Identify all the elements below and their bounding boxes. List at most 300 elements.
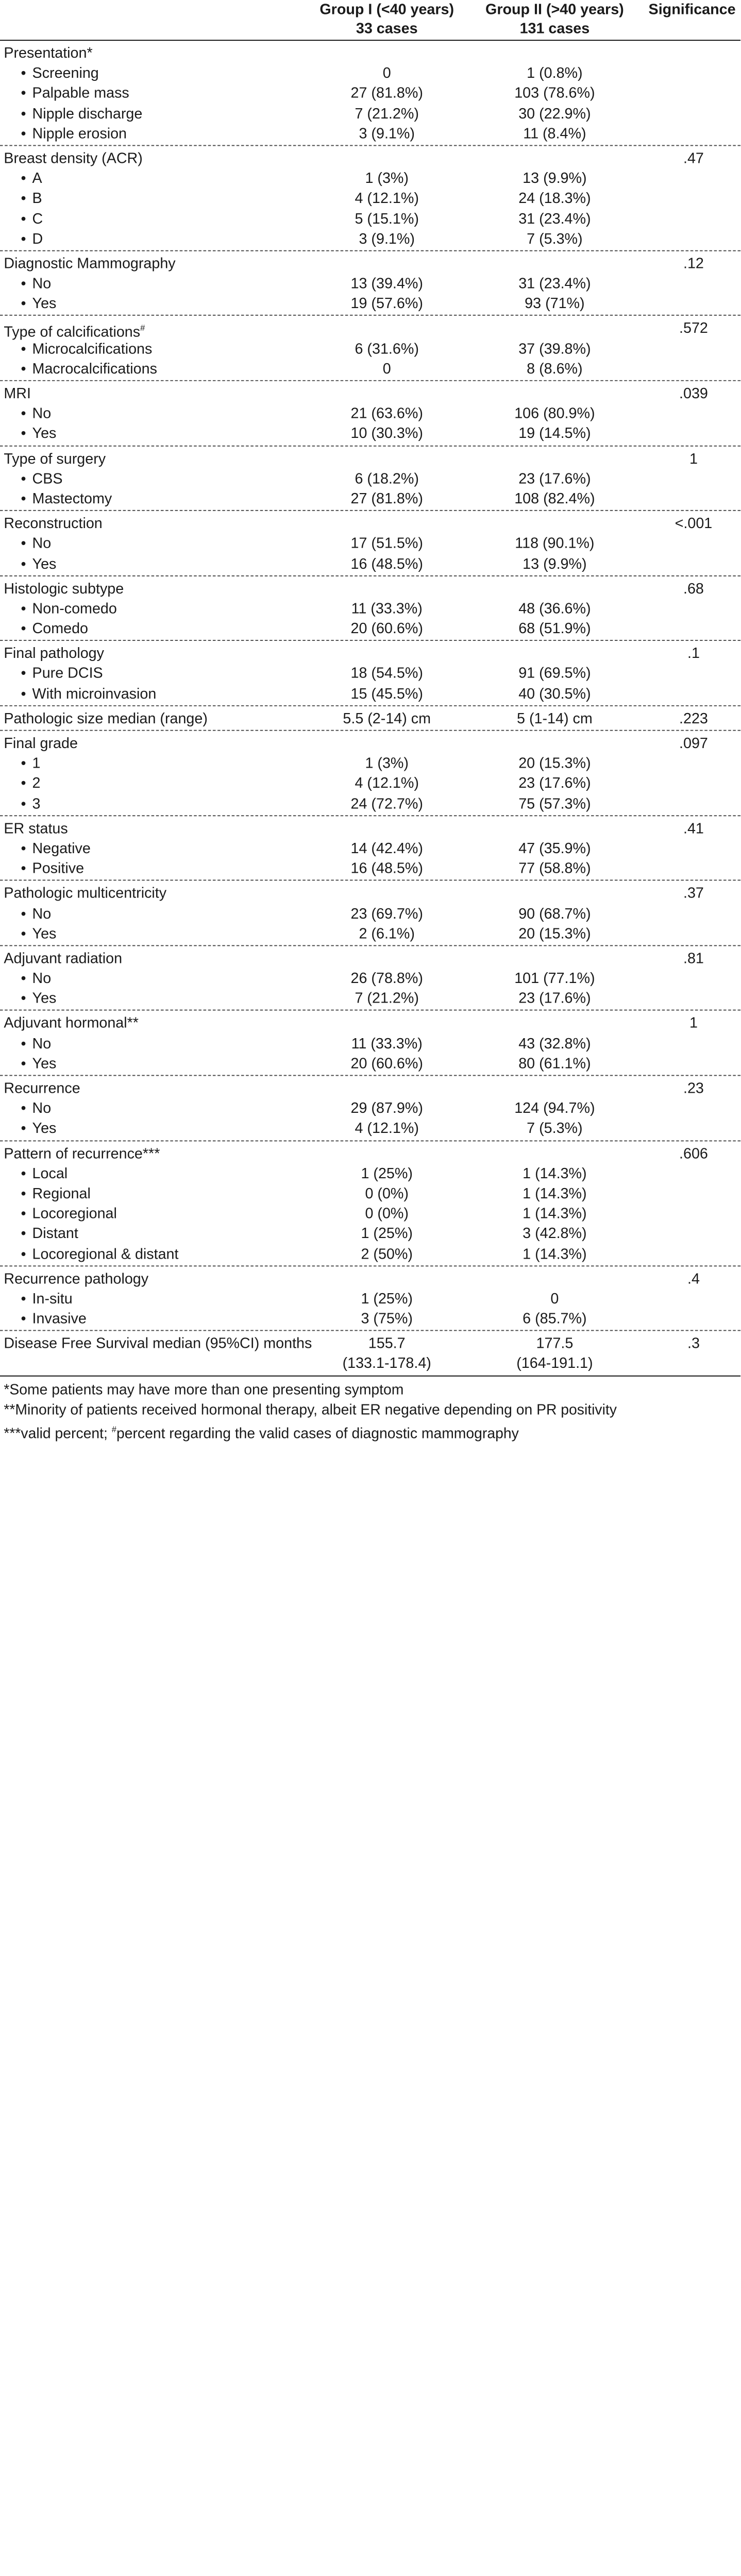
- row-significance-blank: [647, 924, 740, 944]
- section-g2: [463, 254, 647, 274]
- section-label: [0, 819, 311, 839]
- table-section: [0, 446, 740, 511]
- row-label-text: Yes: [32, 991, 57, 1007]
- row-significance-blank: [647, 619, 740, 639]
- row-label-text: Yes: [32, 1056, 57, 1072]
- table-section: [0, 316, 740, 381]
- row-significance-blank: [647, 274, 740, 294]
- section-header-row: [0, 734, 740, 754]
- row-g2-value: 68 (51.9%): [518, 621, 591, 637]
- table-row: [0, 1224, 740, 1244]
- bullet-icon: •: [21, 971, 26, 987]
- row-g2-value: 1 (0.8%): [527, 65, 583, 82]
- row-g1-value: 20 (60.6%): [350, 1056, 423, 1072]
- row-label: [0, 469, 311, 489]
- row-g2-value: 20 (15.3%): [518, 755, 591, 772]
- row-g1-value: 3 (75%): [361, 1311, 413, 1328]
- section-header-row: [0, 44, 740, 64]
- section-label: [0, 44, 311, 64]
- bullet-icon: •: [21, 926, 26, 942]
- table-row: [0, 104, 740, 124]
- section-header-row: [0, 1144, 740, 1164]
- header-significance: Significance: [648, 2, 736, 18]
- table-section: [0, 946, 740, 1011]
- section-significance: .1: [687, 646, 700, 662]
- row-label-text: Invasive: [32, 1311, 87, 1328]
- row-g2-value: 23 (17.6%): [518, 991, 591, 1007]
- section-label: [0, 644, 311, 664]
- row-g2-value: 13 (9.9%): [523, 556, 587, 572]
- row-significance-blank: [647, 189, 740, 209]
- table-row: [0, 1119, 740, 1139]
- row-g1-value: 1 (3%): [365, 171, 409, 187]
- row-g2-value: 8 (8.6%): [527, 361, 583, 377]
- row-label-text: No: [32, 971, 52, 987]
- bullet-icon: •: [21, 860, 26, 877]
- section-label-text: Pathologic size median (range): [4, 710, 208, 727]
- bullet-icon: •: [21, 536, 26, 552]
- section-g1: [311, 884, 463, 904]
- table-row: [0, 84, 740, 104]
- row-label: [0, 599, 311, 619]
- bullet-icon: •: [21, 426, 26, 443]
- row-significance-blank: [647, 424, 740, 444]
- row-g1-value: 0: [382, 65, 391, 82]
- row-significance-blank: [647, 1184, 740, 1204]
- row-significance-blank: [647, 1119, 740, 1139]
- section-significance: .223: [679, 710, 708, 727]
- section-g1: [311, 254, 463, 274]
- row-g2-value: 103 (78.6%): [514, 86, 595, 102]
- row-label: [0, 664, 311, 684]
- row-significance-blank: [647, 209, 740, 229]
- row-label-text: No: [32, 1100, 52, 1117]
- row-label: [0, 904, 311, 924]
- table-row: [0, 774, 740, 794]
- header-group-1-count: 33 cases: [356, 20, 418, 37]
- row-label-text: A: [32, 171, 42, 187]
- row-g2-value: 106 (80.9%): [514, 405, 595, 422]
- row-label-text: Non-comedo: [32, 601, 117, 617]
- table-section: [0, 41, 740, 146]
- footnote-3-sup: #: [111, 1425, 116, 1435]
- row-g2-value: 47 (35.9%): [518, 840, 591, 857]
- row-label: [0, 754, 311, 774]
- section-g1: [311, 644, 463, 664]
- bullet-icon: •: [21, 296, 26, 312]
- section-g1: 5.5 (2-14) cm: [343, 710, 431, 727]
- section-label-text: Pattern of recurrence***: [4, 1145, 160, 1162]
- section-label-text: ER status: [4, 820, 68, 837]
- row-label-text: Macrocalcifications: [32, 361, 157, 377]
- row-g1-value: 7 (21.2%): [355, 106, 419, 122]
- row-significance-blank: [647, 1244, 740, 1264]
- row-significance-blank: [647, 294, 740, 314]
- table-row: [0, 404, 740, 424]
- bullet-icon: •: [21, 1056, 26, 1072]
- row-significance-blank: [647, 1164, 740, 1184]
- bullet-icon: •: [21, 211, 26, 227]
- table-row: [0, 1244, 740, 1264]
- row-label-text: No: [32, 405, 52, 422]
- section-g2: [463, 1014, 647, 1034]
- section-label: [0, 1269, 311, 1289]
- row-g2-value: 30 (22.9%): [518, 106, 591, 122]
- bullet-icon: •: [21, 1206, 26, 1222]
- row-label: [0, 124, 311, 144]
- table-row: [0, 754, 740, 774]
- section-header-row: [0, 949, 740, 969]
- row-g2-value: 11 (8.4%): [523, 126, 586, 142]
- row-g2-value: 6 (85.7%): [523, 1311, 587, 1328]
- row-g1-value: 10 (30.3%): [350, 426, 423, 443]
- table-section: [0, 641, 740, 706]
- row-label: [0, 1099, 311, 1119]
- row-g1-value: 2 (6.1%): [359, 926, 415, 942]
- section-significance: .37: [683, 886, 704, 902]
- section-header-row: [0, 254, 740, 274]
- section-header-row: [0, 644, 740, 664]
- row-label: [0, 1034, 311, 1054]
- table-row: [0, 209, 740, 229]
- row-label: [0, 84, 311, 104]
- bullet-icon: •: [21, 795, 26, 812]
- table-row: [0, 599, 740, 619]
- table-row: [0, 274, 740, 294]
- row-g1-value: 11 (33.3%): [351, 601, 423, 617]
- table-row: [0, 339, 740, 359]
- row-g1-value: 4 (12.1%): [355, 191, 419, 207]
- section-g1: [311, 1079, 463, 1099]
- dfs-row-2: [0, 1354, 740, 1374]
- row-g1-value: 0 (0%): [365, 1185, 409, 1202]
- table-row: [0, 969, 740, 989]
- row-g2-value: 40 (30.5%): [518, 686, 591, 702]
- row-label: [0, 339, 311, 359]
- dfs-blank-p: [647, 1354, 740, 1374]
- table-section: [0, 1141, 740, 1266]
- row-g1-value: 13 (39.4%): [350, 276, 423, 292]
- bullet-icon: •: [21, 1036, 26, 1052]
- row-g2-value: 1 (14.3%): [523, 1165, 587, 1182]
- row-label-text: Screening: [32, 65, 99, 82]
- row-g2-value: 1 (14.3%): [523, 1246, 587, 1262]
- section-label: [0, 449, 311, 469]
- table-section: [0, 251, 740, 316]
- row-label: [0, 924, 311, 944]
- table-row: [0, 664, 740, 684]
- section-significance: .68: [683, 581, 704, 597]
- section-g2: [463, 579, 647, 599]
- table-row: [0, 229, 740, 249]
- footnote-2: **Minority of patients received hormonal therapy, albeit ER negative depending on PR positivity: [4, 1402, 617, 1418]
- row-label: [0, 64, 311, 84]
- row-label: [0, 104, 311, 124]
- bullet-icon: •: [21, 1185, 26, 1202]
- row-g2-value: 13 (9.9%): [523, 171, 587, 187]
- row-g1-value: 7 (21.2%): [355, 991, 419, 1007]
- table-section: [0, 511, 740, 576]
- table-row: [0, 989, 740, 1009]
- row-significance-blank: [647, 1054, 740, 1074]
- row-g1-value: 20 (60.6%): [350, 621, 423, 637]
- bullet-icon: •: [21, 361, 26, 377]
- section-label-text: Type of calcifications: [4, 325, 141, 341]
- section-g2: [463, 884, 647, 904]
- row-label-text: Locoregional & distant: [32, 1246, 179, 1262]
- header-group-1-title: Group I (<40 years): [319, 2, 454, 18]
- dfs-section: [0, 1331, 740, 1376]
- section-g2: [463, 1144, 647, 1164]
- table-row: [0, 124, 740, 144]
- row-label: [0, 189, 311, 209]
- row-label: [0, 294, 311, 314]
- row-label-text: Yes: [32, 426, 57, 443]
- row-g2-value: 1 (14.3%): [523, 1206, 587, 1222]
- row-label: [0, 1244, 311, 1264]
- row-g1-value: 3 (9.1%): [359, 126, 415, 142]
- row-significance-blank: [647, 1034, 740, 1054]
- dfs-g2-ci: (164-191.1): [516, 1356, 593, 1372]
- row-label-text: Microcalcifications: [32, 341, 153, 357]
- section-g1: [311, 44, 463, 64]
- table-row: [0, 1309, 740, 1329]
- section-g2: [463, 1079, 647, 1099]
- header-blank: [0, 1, 311, 40]
- section-label: [0, 1144, 311, 1164]
- row-g2-value: 91 (69.5%): [518, 666, 591, 682]
- section-label: [0, 884, 311, 904]
- section-g2: [463, 949, 647, 969]
- bullet-icon: •: [21, 666, 26, 682]
- row-label: [0, 839, 311, 859]
- row-g2-value: 1 (14.3%): [523, 1185, 587, 1202]
- row-label: [0, 424, 311, 444]
- section-significance: .12: [683, 256, 704, 272]
- row-g2-value: 23 (17.6%): [518, 775, 591, 792]
- row-label-text: Yes: [32, 926, 57, 942]
- section-g1: [311, 949, 463, 969]
- section-g1: [311, 734, 463, 754]
- row-g2-value: 90 (68.7%): [518, 906, 591, 922]
- table-row: [0, 1204, 740, 1224]
- table-section: [0, 881, 740, 946]
- bullet-icon: •: [21, 106, 26, 122]
- row-label-text: Pure DCIS: [32, 666, 103, 682]
- header-group-2-title: Group II (>40 years): [485, 2, 624, 18]
- section-g2: [463, 1269, 647, 1289]
- section-header-row: [0, 1014, 740, 1034]
- section-header-row: [0, 1079, 740, 1099]
- section-label-text: MRI: [4, 385, 31, 402]
- row-label-text: C: [32, 211, 43, 227]
- row-g2-value: 77 (58.8%): [518, 860, 591, 877]
- row-significance-blank: [647, 359, 740, 379]
- header-group-2: [463, 1, 647, 40]
- bullet-icon: •: [21, 556, 26, 572]
- row-label-text: B: [32, 191, 42, 207]
- row-g2-value: 48 (36.6%): [518, 601, 591, 617]
- row-significance-blank: [647, 84, 740, 104]
- row-g2-value: 37 (39.8%): [518, 341, 591, 357]
- bullet-icon: •: [21, 1226, 26, 1242]
- section-header-row: [0, 1269, 740, 1289]
- dfs-blank: [0, 1354, 311, 1374]
- row-significance-blank: [647, 684, 740, 704]
- row-label-text: Positive: [32, 860, 85, 877]
- table-row: [0, 554, 740, 574]
- row-g2-value: 93 (71%): [525, 296, 585, 312]
- section-label-text: Diagnostic Mammography: [4, 256, 176, 272]
- table-row: [0, 1289, 740, 1309]
- section-label-text: Pathologic multicentricity: [4, 886, 167, 902]
- row-label-text: Local: [32, 1165, 68, 1182]
- row-g2-value: 101 (77.1%): [514, 971, 595, 987]
- row-g2-value: 20 (15.3%): [518, 926, 591, 942]
- section-g2: [463, 514, 647, 534]
- bullet-icon: •: [21, 405, 26, 422]
- section-significance: .039: [679, 385, 708, 402]
- section-significance: <.001: [675, 516, 713, 532]
- row-g1-value: 18 (54.5%): [350, 666, 423, 682]
- table-section: [0, 1076, 740, 1141]
- row-significance-blank: [647, 229, 740, 249]
- row-label-text: Mastectomy: [32, 491, 112, 507]
- section-significance: [647, 44, 740, 64]
- row-label: [0, 969, 311, 989]
- bullet-icon: •: [21, 86, 26, 102]
- table-section: [0, 816, 740, 881]
- bullet-icon: •: [21, 191, 26, 207]
- bullet-icon: •: [21, 276, 26, 292]
- row-g1-value: 5 (15.1%): [355, 211, 419, 227]
- table-row: [0, 859, 740, 879]
- row-g1-value: 6 (31.6%): [355, 341, 419, 357]
- table-row: [0, 189, 740, 209]
- section-significance: 1: [689, 451, 698, 467]
- header-group-2-count: 131 cases: [519, 20, 590, 37]
- row-label-text: Yes: [32, 1121, 57, 1137]
- row-g1-value: 4 (12.1%): [355, 775, 419, 792]
- row-label-text: Comedo: [32, 621, 89, 637]
- row-label: [0, 274, 311, 294]
- dfs-g2-median: 177.5: [536, 1336, 574, 1352]
- row-g2-value: 3 (42.8%): [523, 1226, 587, 1242]
- row-g1-value: 19 (57.6%): [350, 296, 423, 312]
- section-label-text: Histologic subtype: [4, 581, 124, 597]
- row-significance-blank: [647, 104, 740, 124]
- row-g1-value: 3 (9.1%): [359, 231, 415, 247]
- row-significance-blank: [647, 859, 740, 879]
- row-g2-value: 7 (5.3%): [527, 1121, 583, 1137]
- row-g1-value: 14 (42.4%): [350, 840, 423, 857]
- bullet-icon: •: [21, 775, 26, 792]
- row-significance-blank: [647, 169, 740, 189]
- section-g2: [463, 819, 647, 839]
- table-row: [0, 469, 740, 489]
- table-section: [0, 1011, 740, 1076]
- section-label: [0, 1014, 311, 1034]
- dfs-significance: .3: [687, 1336, 700, 1352]
- row-label-text: Nipple erosion: [32, 126, 127, 142]
- row-label: [0, 774, 311, 794]
- row-label-text: Regional: [32, 1185, 91, 1202]
- row-significance-blank: [647, 339, 740, 359]
- bullet-icon: •: [21, 126, 26, 142]
- row-significance-blank: [647, 489, 740, 509]
- row-label: [0, 169, 311, 189]
- section-g2: [463, 149, 647, 169]
- row-g2-value: 31 (23.4%): [518, 276, 591, 292]
- section-label-text: Final grade: [4, 735, 78, 752]
- section-g2: [463, 449, 647, 469]
- row-significance-blank: [647, 754, 740, 774]
- row-label-text: CBS: [32, 471, 63, 487]
- section-header-row: [0, 449, 740, 469]
- row-label-text: Distant: [32, 1226, 78, 1242]
- row-significance-blank: [647, 404, 740, 424]
- row-label: [0, 489, 311, 509]
- section-label-text: Presentation*: [4, 45, 93, 62]
- dfs-g1-median: 155.7: [368, 1336, 406, 1352]
- row-g1-value: 0 (0%): [365, 1206, 409, 1222]
- row-g1-value: 6 (18.2%): [355, 471, 419, 487]
- bullet-icon: •: [21, 840, 26, 857]
- table-section: [0, 146, 740, 251]
- bullet-icon: •: [21, 1121, 26, 1137]
- row-label: [0, 1224, 311, 1244]
- section-significance: .097: [679, 735, 708, 752]
- row-g1-value: 4 (12.1%): [355, 1121, 419, 1137]
- row-label-text: In-situ: [32, 1291, 73, 1308]
- table-section: [0, 706, 740, 731]
- table-row: [0, 294, 740, 314]
- row-label: [0, 229, 311, 249]
- table-header: [0, 0, 740, 41]
- row-label-text: Negative: [32, 840, 91, 857]
- section-g2: 5 (1-14) cm: [517, 710, 593, 727]
- row-g1-value: 17 (51.5%): [350, 536, 423, 552]
- section-significance: .606: [679, 1145, 708, 1162]
- section-label: [0, 514, 311, 534]
- row-g1-value: 16 (48.5%): [350, 556, 423, 572]
- row-significance-blank: [647, 774, 740, 794]
- row-label-text: Nipple discharge: [32, 106, 143, 122]
- row-g2-value: 19 (14.5%): [518, 426, 591, 443]
- section-g1: [311, 579, 463, 599]
- row-label: [0, 359, 311, 379]
- row-g1-value: 21 (63.6%): [350, 405, 423, 422]
- row-label: [0, 1204, 311, 1224]
- row-significance-blank: [647, 989, 740, 1009]
- row-significance-blank: [647, 969, 740, 989]
- section-significance: .41: [683, 820, 704, 837]
- section-g1: [311, 1144, 463, 1164]
- row-significance-blank: [647, 664, 740, 684]
- bullet-icon: •: [21, 1165, 26, 1182]
- bullet-icon: •: [21, 1311, 26, 1328]
- row-g2-value: 75 (57.3%): [518, 795, 591, 812]
- row-label-text: D: [32, 231, 43, 247]
- section-label-text: Reconstruction: [4, 516, 103, 532]
- bullet-icon: •: [21, 471, 26, 487]
- section-significance: .47: [683, 150, 704, 167]
- row-label: [0, 1164, 311, 1184]
- footnote-3-a: ***valid percent;: [4, 1426, 112, 1443]
- section-significance: .572: [679, 320, 708, 337]
- row-significance-blank: [647, 124, 740, 144]
- row-significance-blank: [647, 534, 740, 554]
